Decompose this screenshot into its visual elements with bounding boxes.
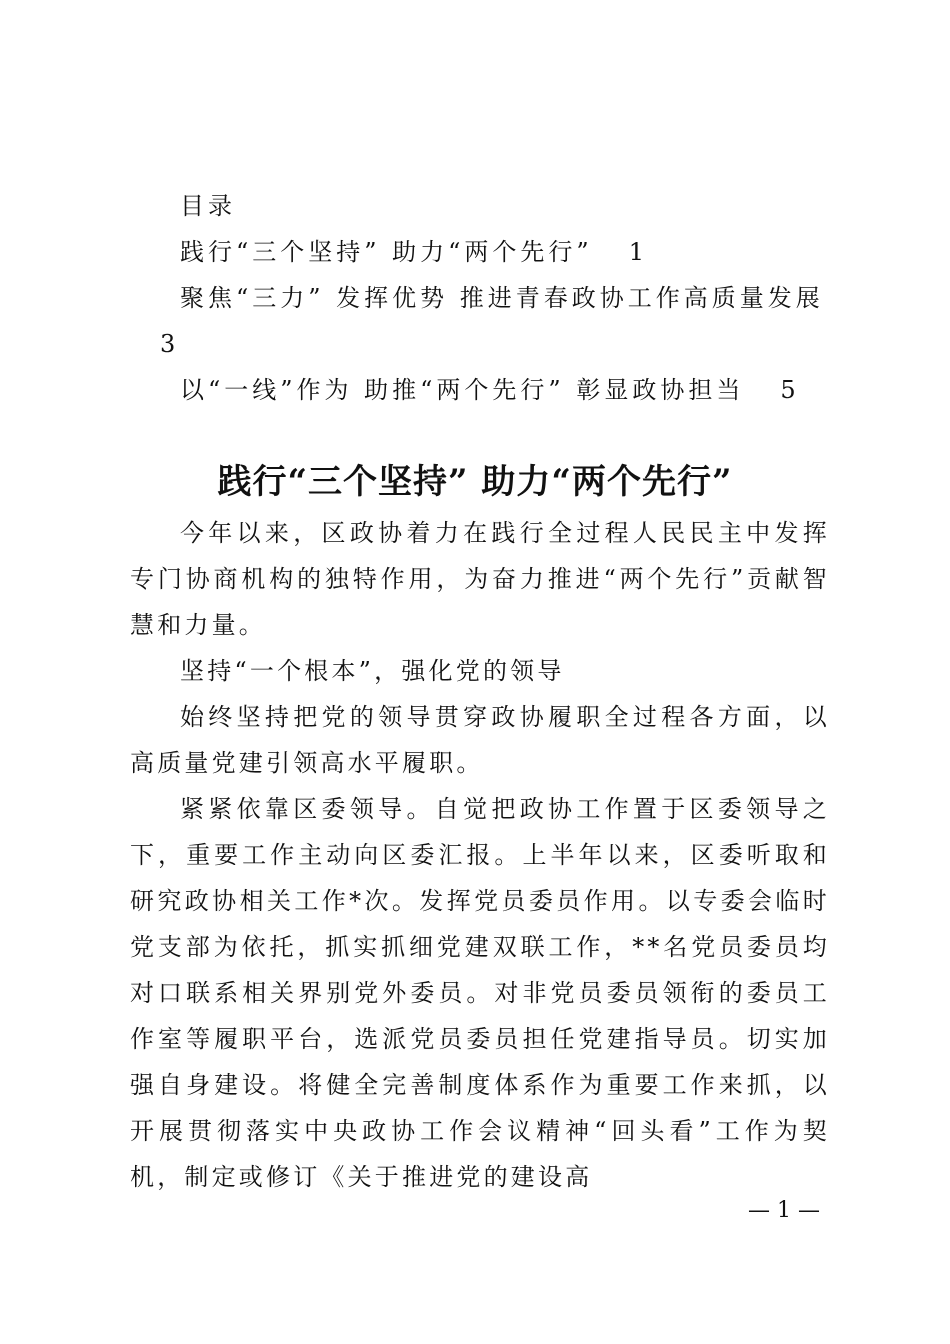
toc-entry[interactable] [180,234,648,270]
article-title: 践行“三个坚持” 助力“两个先行” [217,462,733,502]
page-number: — 1 — [748,1198,820,1223]
article-paragraph: 紧紧依靠区委领导。自觉把政协工作置于区委领导之下，重要工作主动向区委汇报。上半年以来，区委听取和研究政协相关工作*次。发挥党员委员作用。以专委会临时党支部为依托，抓实抓细党建双联工作，**名党员委员均对口联系相关界别党外委员。对非党员委员领衔的委员工作室等履职平台，选派党员委员担任党建指导员。切实加强自身建设。将健全完善制度体系作为重要工作来抓，以开展贯彻落实中央政协工作会议精神“回头看”工作为契机，制定或修订《关于推进党的建设高 [130,795,830,1191]
toc-entry-page: 3 [160,330,176,358]
toc-entry-title: 聚焦“三力” 发挥优势 推进青春政协工作高质量发展 [180,284,824,312]
article-paragraph: 今年以来，区政协着力在践行全过程人民民主中发挥专门协商机构的独特作用，为奋力推进“两个先行”贡献智慧和力量。 [130,519,830,639]
toc-entry[interactable] [180,372,800,408]
toc-entry-title: 以“一线”作为 助推“两个先行” 彰显政协担当 [180,376,745,404]
toc-heading: 目录 [180,192,236,220]
toc-entry-page: 1 [628,238,648,266]
toc-entry-title: 践行“三个坚持” 助力“两个先行” [180,238,593,266]
article-paragraph: 始终坚持把党的领导贯穿政协履职全过程各方面，以高质量党建引领高水平履职。 [130,703,830,777]
toc-entry-page: 5 [780,376,800,404]
section-heading: 坚持“一个根本”，强化党的领导 [180,657,565,685]
toc-entry[interactable] [180,280,824,316]
